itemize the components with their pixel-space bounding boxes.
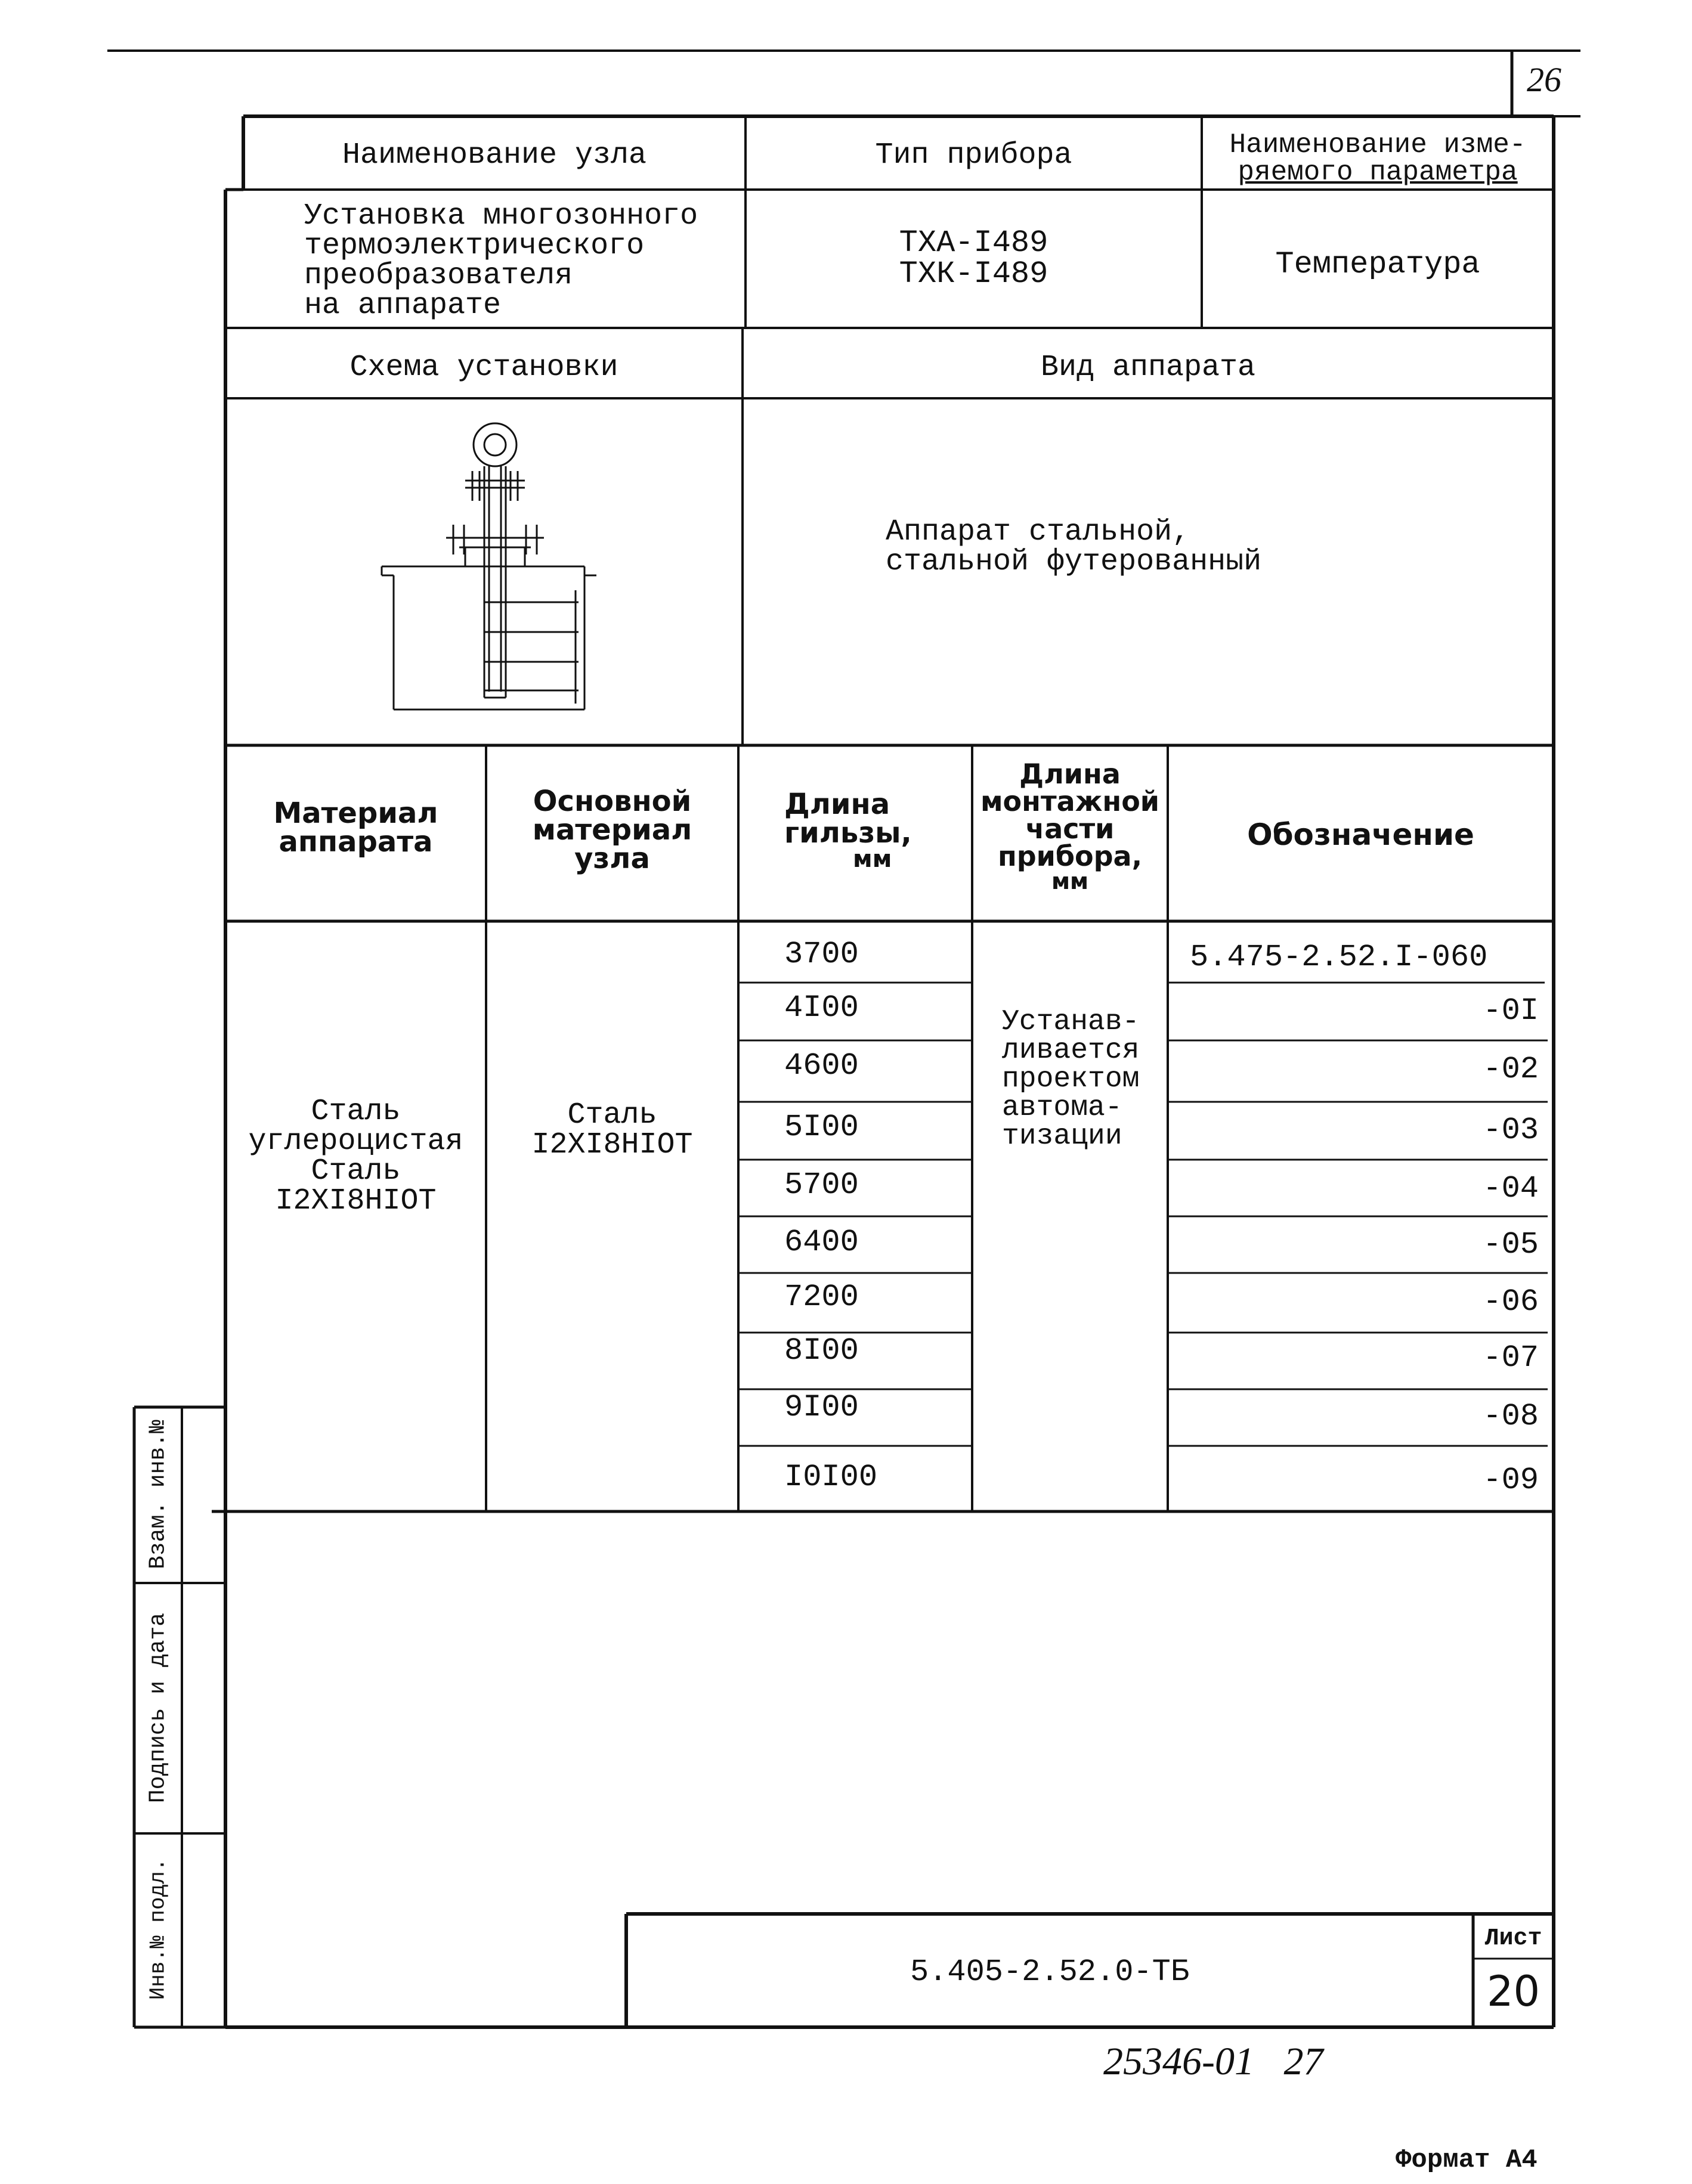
sleeve-length: 3700 [784, 937, 859, 972]
th-mount-line: Длина [1019, 758, 1121, 790]
material-line: Сталь [311, 1095, 401, 1129]
mount-note [1002, 1008, 1139, 1151]
stamp-label-text: Взам. инв.№ [145, 1420, 171, 1569]
handwritten-number: 25346-01 27 [1103, 2040, 1323, 2083]
sheet-label: Лист [1484, 1925, 1542, 1952]
node-name-line: преобразователя [304, 259, 573, 293]
th-base-material-line: узла [574, 842, 650, 875]
mount-note-line: автома- [1002, 1092, 1122, 1124]
sleeve-length: 9I00 [784, 1390, 859, 1425]
apparatus-description [886, 515, 1262, 579]
designation: -04 [1483, 1171, 1539, 1206]
format-label: Формат А4 [1396, 2145, 1538, 2175]
mount-note-line: ливается [1002, 1034, 1140, 1067]
sleeve-length: 8I00 [784, 1333, 859, 1368]
sleeve-length: 5I00 [784, 1110, 859, 1145]
th-mount-line: прибора, [997, 840, 1143, 872]
th-base-material-line: материал [532, 813, 692, 847]
mount-note-line: тизации [1002, 1120, 1122, 1153]
designation: -08 [1483, 1399, 1539, 1434]
node-name-line: Установка многозонного [304, 199, 698, 233]
sleeve-length: 5700 [784, 1167, 859, 1203]
sleeve-length: 7200 [784, 1280, 859, 1315]
device-type: ТХК-I489 [899, 256, 1048, 292]
th-base-material-line: Основной [533, 785, 692, 818]
header-parameter [1202, 131, 1554, 186]
designation: -0I [1483, 993, 1539, 1029]
header-device-type: Тип прибора [875, 138, 1072, 172]
th-base-material [486, 787, 738, 873]
material-line: углероцистая [248, 1124, 463, 1158]
base-material-line: Сталь [567, 1098, 657, 1132]
designation: -05 [1483, 1227, 1539, 1262]
node-name-line: термоэлектрического [304, 229, 645, 263]
device-type: ТХА-I489 [899, 225, 1048, 261]
th-mount-line: части [1025, 813, 1115, 845]
apparatus-title: Вид аппарата [1040, 351, 1256, 385]
header-parameter-line2: ряемого параметра [1238, 157, 1518, 188]
header-node-name: Наименование узла [342, 138, 647, 172]
material-line: Сталь [311, 1154, 401, 1188]
stamp-label-text: Подпись и дата [145, 1612, 171, 1804]
th-sleeve-line: мм [853, 845, 892, 873]
scheme-title: Схема установки [349, 351, 618, 385]
node-name [304, 199, 698, 323]
sleeve-length: 6400 [784, 1225, 859, 1260]
th-mount-line: монтажной [980, 785, 1160, 817]
sleeve-length: I0I00 [784, 1460, 878, 1495]
designation: -07 [1483, 1340, 1539, 1376]
mount-note-line: Устанав- [1002, 1006, 1140, 1038]
designation: -03 [1483, 1113, 1539, 1148]
th-mount-line: мм [1051, 868, 1089, 894]
designation: -06 [1483, 1284, 1539, 1319]
th-material-line: аппарата [279, 825, 433, 859]
document-code: 5.405-2.52.0-ТБ [910, 1954, 1190, 1990]
material-cell [225, 1097, 486, 1216]
corner-sheet-number: 26 [1527, 60, 1561, 99]
apparatus-line: Аппарат стальной, [886, 515, 1190, 549]
th-sleeve-line: Длина [784, 788, 890, 821]
device-types [746, 225, 1202, 292]
designation: 5.475-2.52.I-060 [1190, 940, 1488, 975]
designation: -09 [1483, 1463, 1539, 1498]
th-sleeve-line: гильзы, [784, 816, 912, 850]
sleeve-length: 4I00 [784, 990, 859, 1026]
base-material-cell [486, 1098, 738, 1162]
th-sleeve-length [784, 790, 933, 871]
th-mount-length [972, 760, 1168, 893]
material-line: I2XI8HIOT [275, 1184, 437, 1218]
installation-scheme-drawing [370, 411, 620, 721]
sheet-number: 20 [1486, 1967, 1541, 2016]
node-name-line: на аппарате [304, 289, 502, 323]
apparatus-line: стальной футерованный [886, 545, 1262, 579]
th-material [225, 797, 486, 859]
sleeve-length: 4600 [784, 1048, 859, 1083]
header-parameter-line1: Наименование изме- [1229, 129, 1526, 160]
th-designation: Обозначение [1247, 817, 1474, 852]
mount-note-line: проектом [1002, 1063, 1140, 1095]
base-material-line: I2XI8HIOT [531, 1128, 693, 1162]
th-material-line: Материал [273, 797, 438, 830]
stamp-label-text: Инв.№ подл. [146, 1858, 171, 2000]
parameter-value: Температура [1275, 247, 1480, 282]
designation: -02 [1483, 1052, 1539, 1087]
